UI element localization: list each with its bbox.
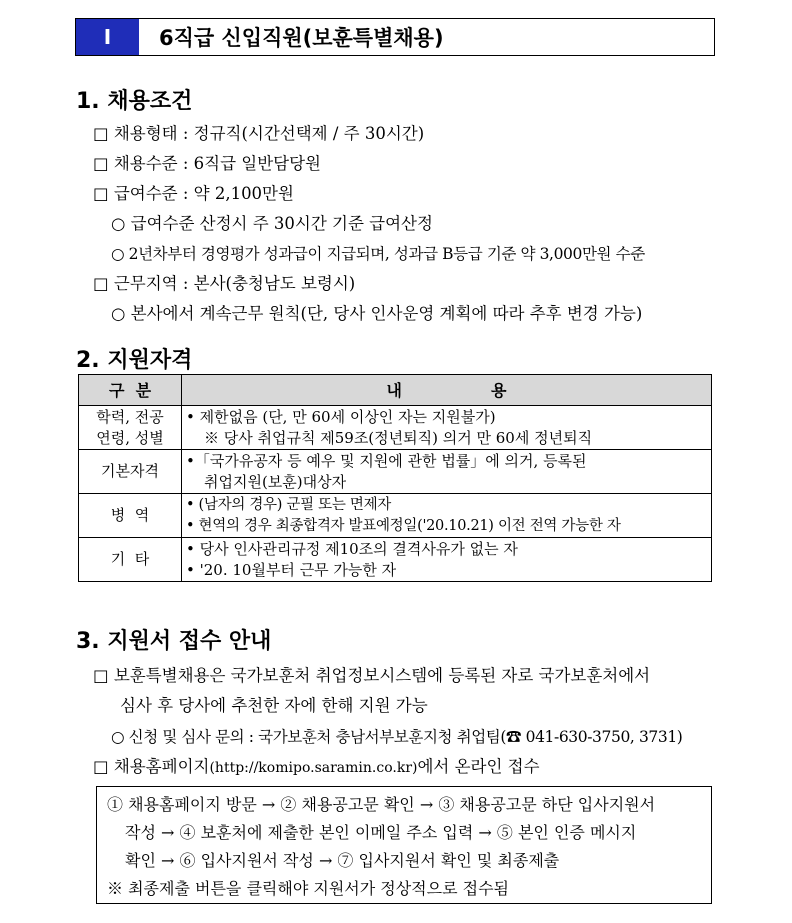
item-employment-type: □ 채용형태 : 정규직(시간선택제 / 주 30시간) [93, 124, 425, 143]
table-row [79, 494, 712, 538]
heading-qualifications: 2. 지원자격 [76, 348, 193, 373]
application-steps-box [96, 786, 712, 904]
heading-employment-conditions: 1. 채용조건 [76, 89, 193, 114]
guide-paragraph-cont: 심사 후 당사에 추천한 자에 한해 지원 가능 [120, 696, 428, 715]
table-row [79, 538, 712, 582]
homepage-link[interactable]: (http://komipo.saramin.co.kr) [209, 760, 418, 776]
row-content-line: • 제한없음 (단, 만 60세 이상인 자는 지원불가) [186, 407, 496, 426]
subitem-salary-calc: ○ 급여수준 산정시 주 30시간 기준 급여산정 [111, 214, 433, 233]
guide-paragraph: □ 보훈특별채용은 국가보훈처 취업정보시스템에 등록된 자로 국가보훈처에서 [93, 666, 651, 685]
guide-homepage-suffix: 에서 온라인 접수 [417, 757, 540, 776]
header-content: 내 용 [182, 375, 712, 406]
subitem-performance-bonus: ○ 2년차부터 경영평가 성과급이 지급되며, 성과급 B등급 기준 약 3,000만원 수준 [111, 245, 645, 263]
row-category: 학력, 전공 [96, 407, 164, 426]
row-category: 기 타 [110, 550, 150, 568]
row-content-line: ※ 당사 취업규칙 제59조(정년퇴직) 의거 만 60세 정년퇴직 [204, 428, 593, 447]
item-salary-level: □ 급여수준 : 약 2,100만원 [93, 184, 294, 203]
step-line: 작성 → ④ 보훈처에 제출한 본인 이메일 주소 입력 → ⑤ 본인 인증 메시지 [125, 823, 637, 842]
section-number: Ⅰ [76, 19, 139, 55]
row-content-line: • 당사 인사관리규정 제10조의 결격사유가 없는 자 [186, 539, 518, 558]
guide-homepage [93, 756, 540, 779]
header-category: 구 분 [79, 375, 182, 406]
table-header-row [79, 375, 712, 406]
row-content-line: • (남자의 경우) 군필 또는 면제자 [186, 496, 391, 513]
table-row [79, 450, 712, 494]
row-category: 연령, 성별 [96, 428, 164, 447]
item-employment-level: □ 채용수준 : 6직급 일반담당원 [93, 154, 321, 173]
step-line: ① 채용홈페이지 방문 → ② 채용공고문 확인 → ③ 채용공고문 하단 입사지원서 [107, 795, 656, 814]
row-category: 기본자격 [101, 462, 159, 480]
heading-application-guide: 3. 지원서 접수 안내 [76, 629, 272, 654]
row-content-line: • '20. 10월부터 근무 가능한 자 [186, 560, 397, 579]
guide-inquiry: ○ 신청 및 심사 문의 : 국가보훈처 충남서부보훈지청 취업팀(☎ 041-630-3750, 3731) [111, 728, 683, 746]
row-content-line: 취업지원(보훈)대상자 [204, 472, 347, 491]
subitem-work-location-note: ○ 본사에서 계속근무 원칙(단, 당사 인사운영 계획에 따라 추후 변경 가능) [111, 304, 643, 323]
row-category: 병 역 [110, 506, 150, 524]
row-content-line: • 현역의 경우 최종합격자 발표예정일('20.10.21) 이전 전역 가능한 자 [186, 517, 621, 534]
item-work-location: □ 근무지역 : 본사(충청남도 보령시) [93, 274, 356, 293]
row-content-line: •「국가유공자 등 예우 및 지원에 관한 법률」에 의거, 등록된 [186, 451, 587, 470]
section-title-box [75, 18, 715, 56]
guide-homepage-prefix: □ 채용홈페이지 [93, 757, 210, 776]
table-row [79, 406, 712, 450]
step-note: ※ 최종제출 버튼을 클릭해야 지원서가 정상적으로 접수됨 [107, 879, 510, 898]
section-title: 6직급 신입직원(보훈특별채용) [159, 26, 444, 50]
qualifications-table [78, 374, 712, 582]
step-line: 확인 → ⑥ 입사지원서 작성 → ⑦ 입사지원서 확인 및 최종제출 [125, 851, 560, 870]
